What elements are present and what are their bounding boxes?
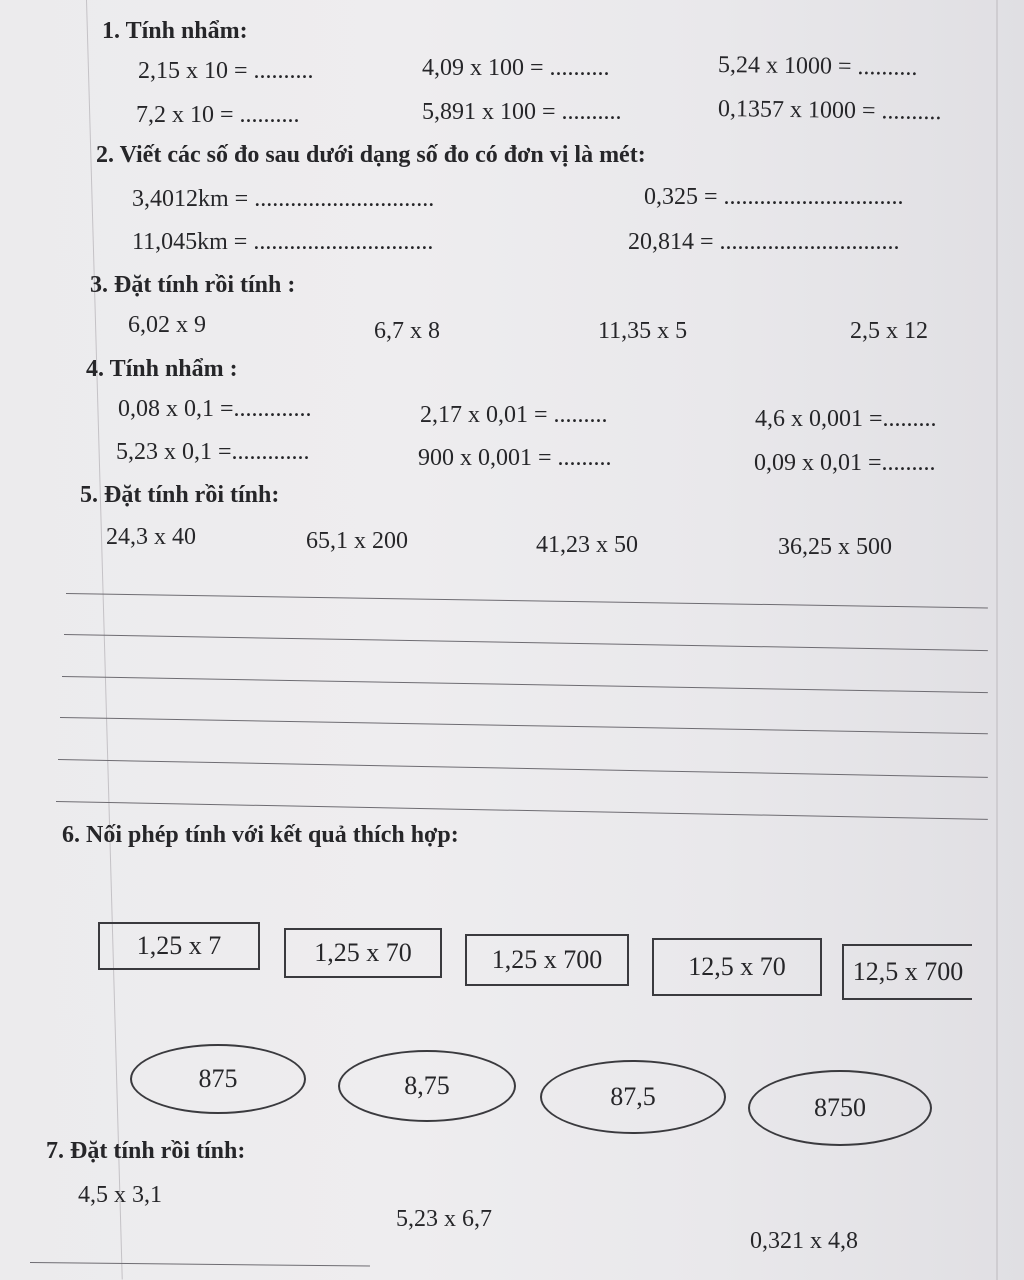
s5-item-4: 36,25 x 500 bbox=[778, 534, 892, 560]
section-5-heading: 5. Đặt tính rồi tính: bbox=[80, 482, 280, 508]
s7-item-1: 4,5 x 3,1 bbox=[78, 1182, 162, 1208]
result-oval-2: 8,75 bbox=[338, 1050, 516, 1122]
s5-item-3: 41,23 x 50 bbox=[536, 532, 638, 558]
result-oval-4: 8750 bbox=[748, 1070, 932, 1146]
expression-box-4: 12,5 x 70 bbox=[652, 938, 822, 996]
s2-item-3: 11,045km = .............................. bbox=[132, 229, 434, 255]
s4-item-3: 4,6 x 0,001 =......... bbox=[755, 406, 937, 432]
section-4-heading: 4. Tính nhẩm : bbox=[86, 356, 238, 382]
answer-line bbox=[62, 676, 988, 693]
section-3-heading: 3. Đặt tính rồi tính : bbox=[90, 272, 296, 298]
expression-box-2: 1,25 x 70 bbox=[284, 928, 442, 978]
s5-item-2: 65,1 x 200 bbox=[306, 528, 408, 554]
expression-box-1: 1,25 x 7 bbox=[98, 922, 260, 970]
s3-item-3: 11,35 x 5 bbox=[598, 318, 688, 344]
s4-item-2: 2,17 x 0,01 = ......... bbox=[420, 402, 608, 428]
section-1-heading: 1. Tính nhẩm: bbox=[102, 18, 248, 44]
answer-line bbox=[60, 717, 988, 734]
s1-item-3: 5,24 x 1000 = .......... bbox=[717, 52, 918, 81]
answer-line bbox=[30, 1262, 370, 1267]
s1-item-2: 4,09 x 100 = .......... bbox=[422, 55, 610, 81]
s4-item-5: 900 x 0,001 = ......... bbox=[418, 445, 612, 471]
s7-item-2: 5,23 x 6,7 bbox=[396, 1206, 492, 1232]
s7-item-3: 0,321 x 4,8 bbox=[750, 1228, 858, 1254]
section-6-heading: 6. Nối phép tính với kết quả thích hợp: bbox=[62, 822, 459, 848]
margin-line bbox=[86, 0, 123, 1280]
result-oval-3: 87,5 bbox=[540, 1060, 726, 1134]
s4-item-1: 0,08 x 0,1 =............. bbox=[118, 396, 312, 422]
expression-box-5: 12,5 x 700 bbox=[842, 944, 972, 1000]
s3-item-1: 6,02 x 9 bbox=[128, 312, 206, 338]
section-2-heading: 2. Viết các số đo sau dưới dạng số đo có đơn vị là mét: bbox=[96, 142, 646, 168]
result-oval-1: 875 bbox=[130, 1044, 306, 1114]
page-edge-line bbox=[996, 0, 998, 1280]
s4-item-6: 0,09 x 0,01 =......... bbox=[754, 450, 936, 476]
answer-line bbox=[66, 593, 988, 608]
answer-line bbox=[64, 634, 988, 651]
s2-item-4: 20,814 = .............................. bbox=[628, 229, 900, 255]
s2-item-1: 3,4012km = .............................. bbox=[132, 186, 435, 212]
s1-item-4: 7,2 x 10 = .......... bbox=[136, 102, 300, 128]
s3-item-4: 2,5 x 12 bbox=[850, 318, 928, 344]
answer-line bbox=[58, 759, 988, 778]
s5-item-1: 24,3 x 40 bbox=[106, 524, 196, 550]
expression-box-3: 1,25 x 700 bbox=[465, 934, 629, 986]
s4-item-4: 5,23 x 0,1 =............. bbox=[116, 439, 310, 465]
s3-item-2: 6,7 x 8 bbox=[374, 318, 440, 344]
s1-item-5: 5,891 x 100 = .......... bbox=[422, 99, 622, 125]
s2-item-2: 0,325 = .............................. bbox=[644, 184, 904, 210]
s1-item-6: 0,1357 x 1000 = .......... bbox=[717, 96, 942, 126]
section-7-heading: 7. Đặt tính rồi tính: bbox=[46, 1138, 246, 1164]
answer-line bbox=[56, 801, 988, 820]
s1-item-1: 2,15 x 10 = .......... bbox=[138, 58, 314, 84]
